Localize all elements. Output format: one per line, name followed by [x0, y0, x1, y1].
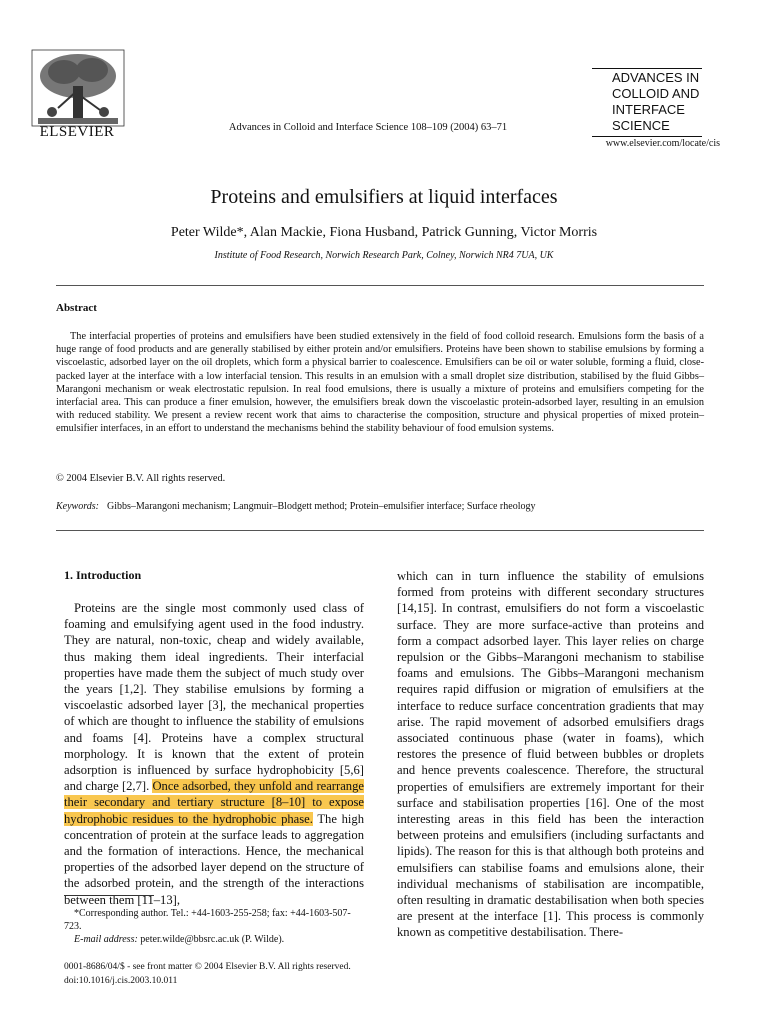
- right-column-text: which can in turn influence the stability of emulsions formed from proteins with different secondary structures [14,15]. In contrast, emulsifiers do not form a viscoelastic surface. They are more surface-active than proteins and form a compact adsorbed layer. This layer relies on charge repulsion or the Gibbs–Marangoni mechanism to stabilise foams and emulsions. The Gibbs–Marangoni mechanism requires rapid diffusion or migration of emulsifiers at the interface to reduce surface concentration gradients that may arise. The rapid movement of adsorbed emulsifiers drags associated continuous phase (water in foams), which restores the presence of fluid between bubbles or droplets and hence prevents coalescence. Therefore, the structural properties of emulsifiers are extremely important for their surface and stabilisation properties [16]. One of the most interesting areas in this field has been the interaction between proteins and emulsifiers (including surfactants and lipids). The reason for this is that although both proteins and emulsifiers can stabilise foams and emulsions alone, their individual mechanisms of stabilisation are incompatible, often resulting in dramatic destabilisation when both species are present at the interface [1]. This process is commonly known as competitive destabilisation. There-: [397, 569, 704, 940]
- body-text: The high concentration of protein at the surface leads to aggregation and the formation of interactions. Hence, the mechanical properties of the adsorbed layer depend on the structure of the adsorbed protein, and the strength of the interactions between them [11–13],: [64, 811, 364, 907]
- email-label: E-mail address:: [74, 934, 138, 945]
- abstract-copyright: © 2004 Elsevier B.V. All rights reserved.: [56, 473, 226, 484]
- journal-title-line: COLLOID AND: [612, 86, 700, 101]
- article-title: Proteins and emulsifiers at liquid interfaces: [210, 186, 558, 208]
- journal-title-line: ADVANCES IN: [612, 70, 700, 85]
- journal-citation: Advances in Colloid and Interface Science 108–109 (2004) 63–71: [228, 122, 508, 133]
- body-text: Proteins are the single most commonly used class of foaming and emulsifying agent used in the food industry. They are natural, non-toxic, cheap and widely available, thus making them ideal ingredients. Their interfacial properties have made them the subject of much study over the years [1,2]. They stabilise emulsions by forming a viscoelastic adsorbed layer [3], the mechanical properties of which are thought to influence the stability of emulsions and foams [4]. Proteins have a complex structural morphology. It is known that the extent of protein adsorption is influenced by surface hydrophobicity [5,6] and charge [2,7].: [64, 601, 364, 794]
- email-address[interactable]: peter.wilde@bbsrc.ac.uk (P. Wilde).: [140, 934, 285, 945]
- highlighted-text[interactable]: Once adsorbed, they unfold and rearrange their secondary and tertiary structure [8–10] to expose hydrophobic residues to the hydrophobic phase.: [64, 779, 364, 826]
- journal-title-box: [592, 68, 702, 137]
- abstract-text: The interfacial properties of proteins and emulsifiers have been studied extensively in the field of food colloid research. Emulsions form the basis of a huge range of food products and are generally stabilised by either protein and/or emulsifiers. Proteins have been shown to stabilise emulsions by forming a viscoelastic, adsorbed layer on the oil droplets, which form a physical barrier to coalescence. Emulsifiers can be oil or water soluble, forming a fluid, close-packed layer at the interface with a low interfacial tension. This results in an emulsion with a small droplet size distribution, stabilised by the fluid Gibbs–Marangoni mechanism or weak electrostatic repulsion. In real food emulsions, there is usually a mixture of proteins and emulsifiers competing for the interfacial area. This can produce a finer emulsion, however, the emulsifiers break down the viscoelastic protein-adsorbed layer, resulting in an emulsion with reduced stability. We present a review recent work that aims to characterise the composition, structure and physical properties of mixed protein–emulsifier interfaces, in an effort to understand the mechanisms behind the stability behaviour of food emulsion systems.: [56, 331, 704, 435]
- keywords: [56, 501, 704, 512]
- footnote-rule: [64, 895, 154, 896]
- article-authors: Peter Wilde*, Alan Mackie, Fiona Husband, Patrick Gunning, Victor Morris: [170, 225, 598, 240]
- divider: [56, 530, 704, 531]
- keywords-text: Gibbs–Marangoni mechanism; Langmuir–Blodgett method; Protein–emulsifier interface; Surface rheology: [106, 501, 536, 512]
- section-heading: 1. Introduction: [64, 568, 142, 582]
- author-affiliation: Institute of Food Research, Norwich Research Park, Colney, Norwich NR4 7UA, UK: [214, 250, 554, 261]
- left-column-text: [64, 600, 364, 908]
- divider: [56, 285, 704, 286]
- doi-line[interactable]: doi:10.1016/j.cis.2003.10.011: [64, 976, 178, 986]
- publisher-name: ELSEVIER: [39, 124, 115, 140]
- email-footnote: [74, 934, 364, 945]
- journal-url-link[interactable]: www.elsevier.com/locate/cis: [605, 138, 720, 149]
- journal-title-line: SCIENCE: [612, 118, 670, 133]
- abstract-heading: Abstract: [56, 302, 97, 314]
- journal-title-line: INTERFACE: [612, 102, 685, 117]
- corresponding-author-footnote: *Corresponding author. Tel.: +44-1603-255-258; fax: +44-1603-507-723.: [64, 908, 351, 932]
- front-matter-line: 0001-8686/04/$ - see front matter © 2004 Elsevier B.V. All rights reserved.: [64, 962, 351, 972]
- keywords-label: Keywords:: [56, 501, 99, 512]
